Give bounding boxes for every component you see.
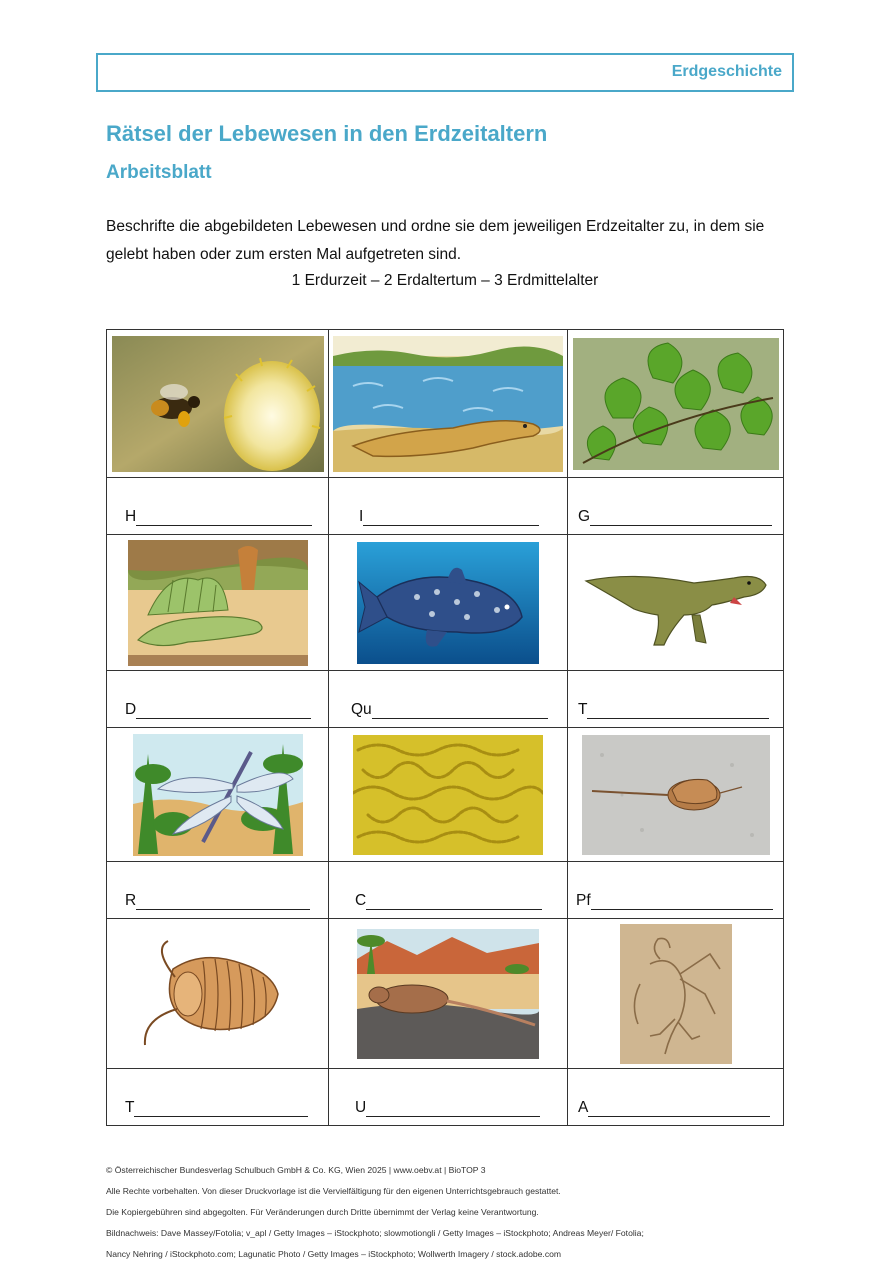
answer-line[interactable] bbox=[591, 895, 773, 910]
answer-line[interactable] bbox=[372, 704, 548, 719]
answer-cell bbox=[568, 1069, 784, 1126]
answer-prefix: T bbox=[578, 701, 588, 718]
answer-prefix: Qu bbox=[351, 701, 372, 718]
answer-prefix: U bbox=[355, 1099, 367, 1116]
picture-cell bbox=[568, 728, 784, 862]
answer-prefix: H bbox=[125, 508, 137, 525]
picture-cell bbox=[329, 919, 568, 1069]
archaeopteryx-fossil-picture bbox=[620, 924, 732, 1064]
bee-picture bbox=[112, 336, 324, 472]
page-title: Rätsel der Lebewesen in den Erdzeitaltern bbox=[106, 121, 548, 146]
answer-cell bbox=[107, 1069, 329, 1126]
footer-fees: Die Kopiergebühren sind abgegolten. Für Veränderungen durch Dritte übernimmt der Verlag keine Verantwortung. bbox=[106, 1206, 539, 1217]
topic-label: Erdgeschichte bbox=[671, 63, 782, 80]
ginkgo-picture bbox=[573, 338, 779, 470]
answer-prefix: Pf bbox=[576, 892, 591, 909]
cyanobacteria-picture bbox=[353, 735, 543, 855]
header-box bbox=[96, 53, 794, 92]
answer-cell bbox=[568, 862, 784, 919]
answer-prefix: R bbox=[125, 892, 137, 909]
answer-prefix: T bbox=[125, 1099, 135, 1116]
picture-cell bbox=[568, 535, 784, 671]
footer bbox=[106, 1154, 644, 1271]
answer-line[interactable] bbox=[590, 511, 772, 526]
answer-cell bbox=[107, 478, 329, 535]
footer-rights: Alle Rechte vorbehalten. Von dieser Druckvorlage ist die Vervielfältigung für den eigenen Unterrichtsgebrauch gestattet. bbox=[106, 1185, 561, 1196]
page-subtitle: Arbeitsblatt bbox=[106, 162, 212, 183]
answer-line[interactable] bbox=[136, 511, 312, 526]
eras-line: 1 Erdurzeit – 2 Erdaltertum – 3 Erdmittelalter bbox=[291, 272, 599, 289]
answer-cell bbox=[329, 862, 568, 919]
answer-line[interactable] bbox=[136, 704, 311, 719]
picture-cell bbox=[107, 919, 329, 1069]
footer-credits-continued: Nancy Nehring / iStockphoto.com; Lagunatic Photo / Getty Images – iStockphoto; Wollwerth Imagery / stock.adobe.com bbox=[106, 1249, 562, 1260]
dragonfly-picture bbox=[133, 734, 303, 856]
answer-prefix: A bbox=[578, 1099, 589, 1116]
footer-credits: Bildnachweis: Dave Massey/Fotolia; v_apl / Getty Images – iStockphoto; slowmotiongli / Getty Images – iStockphoto; Andreas Meyer/ Fotolia; bbox=[106, 1228, 644, 1239]
answer-cell bbox=[329, 1069, 568, 1126]
answer-cell bbox=[329, 671, 568, 728]
picture-cell bbox=[329, 728, 568, 862]
answer-cell bbox=[329, 478, 568, 535]
ichthyostega-picture bbox=[333, 336, 563, 472]
answer-cell bbox=[107, 671, 329, 728]
answer-cell bbox=[568, 671, 784, 728]
picture-cell bbox=[329, 330, 568, 478]
tyrannosaurus-picture bbox=[584, 553, 768, 653]
answer-prefix: D bbox=[125, 701, 137, 718]
answer-cell bbox=[568, 478, 784, 535]
horseshoe-crab-picture bbox=[582, 735, 770, 855]
trilobite-picture bbox=[133, 939, 303, 1049]
answer-prefix: G bbox=[578, 508, 591, 525]
dimetrodon-picture bbox=[128, 540, 308, 666]
early-mammal-picture bbox=[357, 929, 539, 1059]
picture-cell bbox=[329, 535, 568, 671]
answer-prefix: I bbox=[359, 508, 364, 525]
answer-line[interactable] bbox=[366, 1102, 540, 1117]
worksheet-grid bbox=[106, 329, 784, 1126]
answer-line[interactable] bbox=[587, 704, 769, 719]
answer-line[interactable] bbox=[366, 895, 542, 910]
answer-line[interactable] bbox=[134, 1102, 308, 1117]
picture-cell bbox=[568, 330, 784, 478]
answer-line[interactable] bbox=[363, 511, 539, 526]
coelacanth-picture bbox=[357, 542, 539, 664]
footer-copyright: © Österreichischer Bundesverlag Schulbuch GmbH & Co. KG, Wien 2025 | www.oebv.at | BioTOP 3 bbox=[106, 1164, 486, 1175]
answer-line[interactable] bbox=[588, 1102, 770, 1117]
picture-cell bbox=[107, 535, 329, 671]
picture-cell bbox=[107, 330, 329, 478]
answer-line[interactable] bbox=[136, 895, 310, 910]
answer-cell bbox=[107, 862, 329, 919]
answer-prefix: C bbox=[355, 892, 367, 909]
instructions: Beschrifte die abgebildeten Lebewesen und ordne sie dem jeweiligen Erdzeitalter zu, in dem sie gelebt haben oder zum ersten Mal aufgetreten sind. bbox=[106, 218, 765, 263]
picture-cell bbox=[107, 728, 329, 862]
picture-cell bbox=[568, 919, 784, 1069]
